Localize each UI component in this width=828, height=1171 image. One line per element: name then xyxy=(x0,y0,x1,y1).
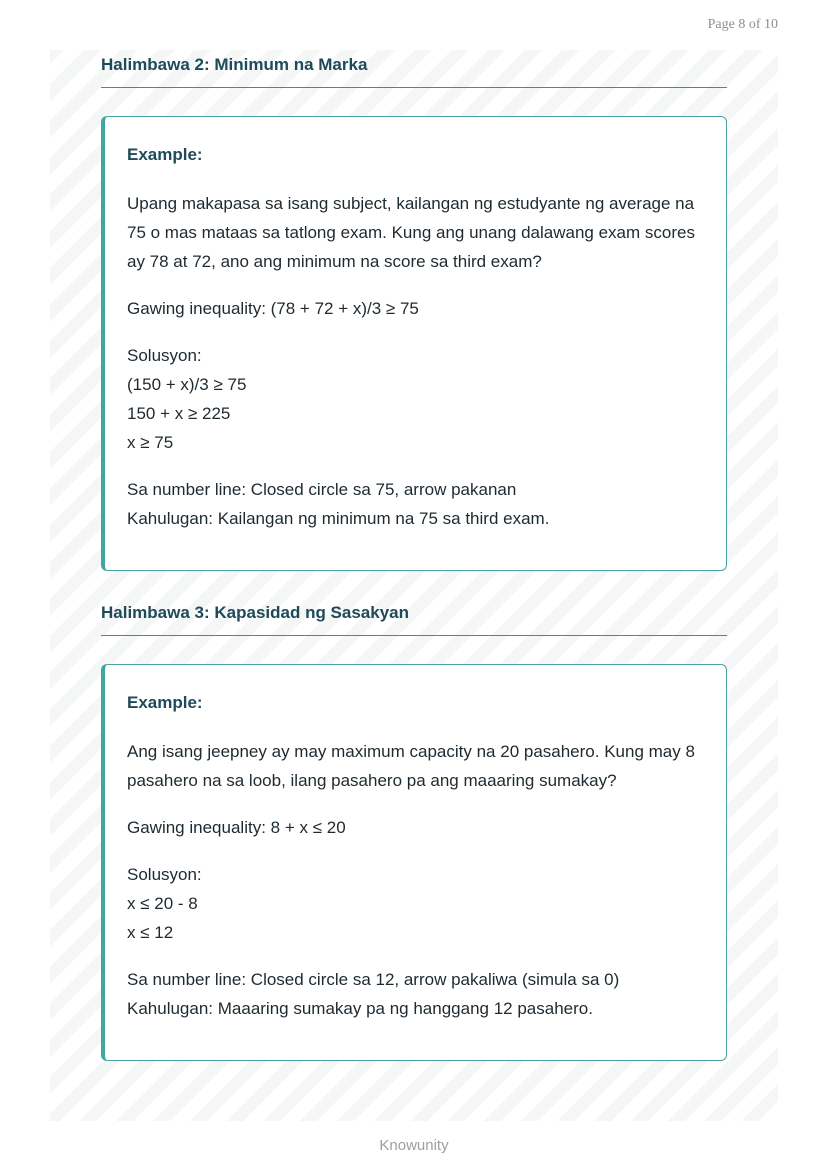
problem-text xyxy=(127,737,702,795)
problem-text xyxy=(127,189,702,276)
problem-line: ay 78 at 72, ano ang minimum na score sa third exam? xyxy=(127,252,542,271)
solution-line: x ≤ 20 - 8 xyxy=(127,894,198,913)
section-heading-halimbawa-2: Halimbawa 2: Minimum na Marka xyxy=(101,55,727,88)
conclusion-line: Kahulugan: Kailangan ng minimum na 75 sa third exam. xyxy=(127,509,550,528)
conclusion-line: Kahulugan: Maaaring sumakay pa ng hanggang 12 pasahero. xyxy=(127,999,593,1018)
solution-line: (150 + x)/3 ≥ 75 xyxy=(127,375,247,394)
problem-line: Ang isang jeepney ay may maximum capacity na 20 pasahero. Kung may 8 xyxy=(127,742,695,761)
inequality-text: Gawing inequality: 8 + x ≤ 20 xyxy=(127,818,346,837)
section-heading-halimbawa-3: Halimbawa 3: Kapasidad ng Sasakyan xyxy=(101,603,727,636)
inequality-text: Gawing inequality: (78 + 72 + x)/3 ≥ 75 xyxy=(127,299,419,318)
footer-brand: Knowunity xyxy=(379,1137,449,1154)
problem-line: Upang makapasa sa isang subject, kailangan ng estudyante ng average na xyxy=(127,194,695,213)
page-number: Page 8 of 10 xyxy=(707,17,778,32)
conclusion-line: Sa number line: Closed circle sa 12, arrow pakaliwa (simula sa 0) xyxy=(127,970,620,989)
solution-line: Solusyon: xyxy=(127,865,202,884)
conclusion-block xyxy=(127,965,702,1023)
solution-line: 150 + x ≥ 225 xyxy=(127,404,231,423)
solution-line: x ≥ 75 xyxy=(127,433,174,452)
solution-line: x ≤ 12 xyxy=(127,923,174,942)
problem-line: pasahero na sa loob, ilang pasahero pa ang maaaring sumakay? xyxy=(127,771,617,790)
solution-block xyxy=(127,860,702,947)
problem-line: 75 o mas mataas sa tatlong exam. Kung ang unang dalawang exam scores xyxy=(127,223,695,242)
example-box-halimbawa-2 xyxy=(101,116,727,571)
example-label: Example: xyxy=(127,693,203,712)
conclusion-line: Sa number line: Closed circle sa 75, arrow pakanan xyxy=(127,480,517,499)
example-label: Example: xyxy=(127,145,203,164)
solution-block xyxy=(127,341,702,457)
solution-line: Solusyon: xyxy=(127,346,202,365)
conclusion-block xyxy=(127,475,702,533)
example-box-halimbawa-3 xyxy=(101,664,727,1061)
